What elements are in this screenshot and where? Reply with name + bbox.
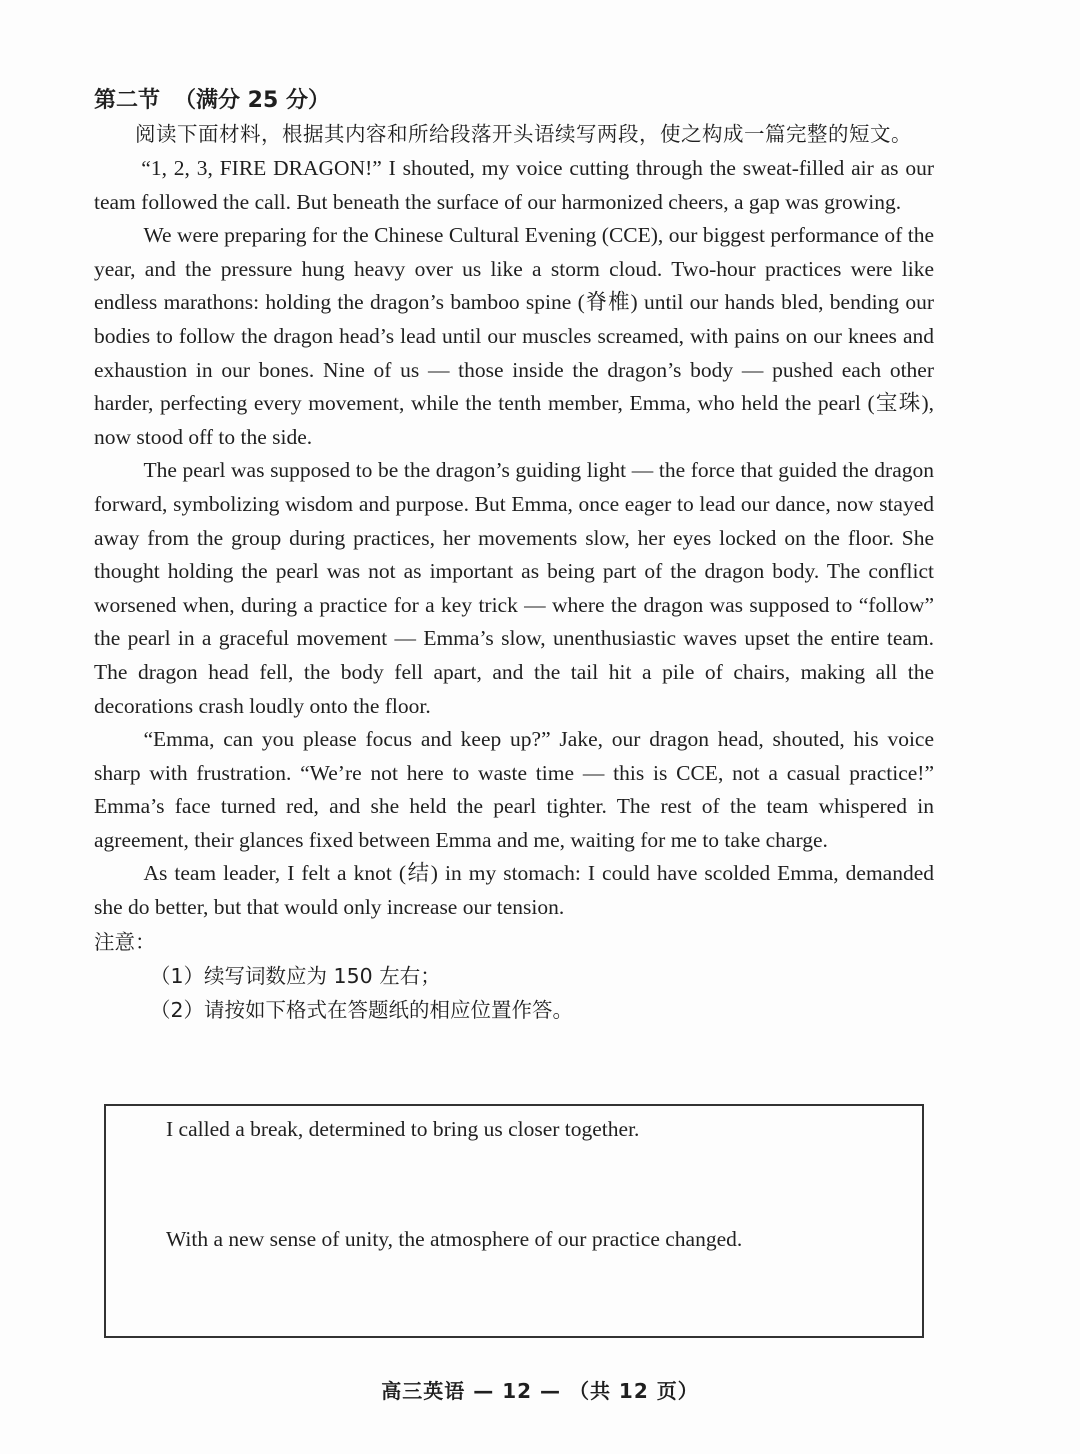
notice-title: 注意： — [94, 929, 156, 954]
story-paragraph-3: The pearl was supposed to be the dragon’s guiding light — the force that guided the dragon forward, symbolizing wisdom and purpose. But Emma, once eager to lead our dance, now stayed away from the group during practices, her movements slow, her eyes locked on the floor. She thought holding the pearl was not as important as being part of the dragon body. The conflict worsened when, during a practice for a key trick — where the dragon was supposed to “follow” the pearl in a graceful movement — Emma’s slow, unenthusiastic waves upset the entire team. The dragon head fell, the body fell apart, and the tail hit a pile of chairs, making all the decorations crash loudly onto the floor. — [94, 458, 934, 718]
task-instruction: 阅读下面材料，根据其内容和所给段落开头语续写两段，使之构成一篇完整的短文。 — [135, 122, 912, 146]
page-footer: 高三英语 — 12 — （共 12 页） — [381, 1379, 699, 1403]
opening-sentence-1: I called a break, determined to bring us closer together. — [166, 1117, 640, 1141]
section-title: 第二节 — [94, 88, 161, 113]
answer-format-box — [104, 1104, 924, 1338]
notice-item-2: （2）请按如下格式在答题纸的相应位置作答。 — [150, 997, 574, 1022]
notice-item-1: （1）续写词数应为 150 左右； — [150, 963, 441, 988]
question-content — [94, 84, 934, 1027]
story-paragraph-4: “Emma, can you please focus and keep up?” Jake, our dragon head, shouted, his voice sharp with frustration. “We’re not here to waste time — this is CCE, not a casual practice!” Emma’s face turned red, and she held the pearl tighter. The rest of the team whispered in agreement, their glances fixed between Emma and me, waiting for me to take charge. — [94, 727, 934, 852]
story-paragraph-1: “1, 2, 3, FIRE DRAGON!” I shouted, my voice cutting through the sweat-filled air as our team followed the call. But beneath the surface of our harmonized cheers, a gap was growing. — [94, 156, 934, 214]
opening-sentence-2: With a new sense of unity, the atmosphere of our practice changed. — [166, 1227, 743, 1251]
story-paragraph-2: We were preparing for the Chinese Cultural Evening (CCE), our biggest performance of the year, and the pressure hung heavy over us like a storm cloud. Two-hour practices were like endless marathons: holding the dragon’s bamboo spine (脊椎) until our hands bled, bending our bodies to follow the dragon head’s lead until our muscles screamed, with pains on our knees and exhaustion in our bones. Nine of us — those inside the dragon’s body — pushed each other harder, perfecting every movement, while the tenth member, Emma, who held the pearl (宝珠), now stood off to the side. — [94, 223, 934, 449]
section-heading — [94, 84, 934, 118]
section-score: （满分 25 分） — [174, 88, 330, 113]
story-paragraph-5: As team leader, I felt a knot (结) in my stomach: I could have scolded Emma, demanded she do better, but that would only increase our tension. — [94, 861, 934, 920]
